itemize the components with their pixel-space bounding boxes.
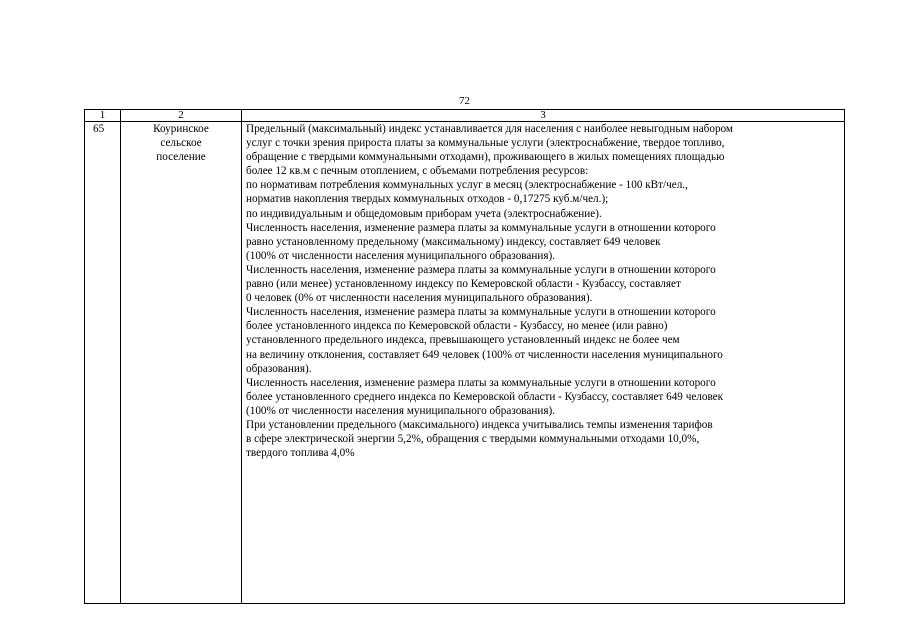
description-line: твердого топлива 4,0% (246, 447, 355, 460)
description-line: норматив накопления твердых коммунальных отходов - 0,17275 куб.м/чел.); (246, 193, 609, 206)
description-line: равно (или менее) установленному индексу по Кемеровской области - Кузбассу, составляет (246, 278, 681, 291)
description-line: Численность населения, изменение размера платы за коммунальные услуги в отношении которого (246, 263, 716, 276)
header-cell-2: 2 (121, 110, 242, 122)
description-cell (242, 122, 845, 604)
description-line: более установленного индекса по Кемеровской области - Кузбассу, но менее (или равно) (246, 320, 668, 333)
description-line: равно установленному предельному (максимальному) индексу, составляет 649 человек (246, 235, 661, 248)
settlement-name-line: поселение (156, 151, 206, 164)
data-table (84, 109, 845, 604)
table-row (85, 122, 845, 604)
description-line: услуг с точки зрения прироста платы за коммунальные услуги (электроснабжение, твердое топливо, (246, 137, 725, 150)
description-line: по индивидуальным и общедомовым приборам учета (электроснабжение). (246, 207, 602, 220)
header-cell-3: 3 (242, 110, 845, 122)
settlement-name-cell (121, 122, 242, 604)
description-line: (100% от численности населения муниципального образования). (246, 404, 556, 417)
settlement-name-line: Коуринское (153, 123, 209, 135)
description-line: более 12 кв.м с печным отоплением, с объемами потребления ресурсов: (246, 165, 589, 178)
description-line: по нормативам потребления коммунальных услуг в месяц (электроснабжение - 100 кВт/чел., (246, 179, 688, 192)
description-line: Численность населения, изменение размера платы за коммунальные услуги в отношении которого (246, 221, 716, 234)
description-line: установленного предельного индекса, превышающего установленный индекс не более чем (246, 334, 680, 347)
description-line: более установленного среднего индекса по Кемеровской области - Кузбассу, составляет 649 человек (246, 390, 724, 403)
row-number-cell: 65 (85, 122, 121, 604)
description-line: Численность населения, изменение размера платы за коммунальные услуги в отношении которого (246, 376, 716, 389)
description-line: обращение с твердыми коммунальными отходами), проживающего в жилых помещениях площадью (246, 151, 725, 164)
table-header-row (85, 110, 845, 122)
description-line: При установлении предельного (максимального) индекса учитывались темпы изменения тарифов (246, 418, 713, 431)
description-line: образования). (246, 362, 312, 375)
page-number: 72 (459, 95, 470, 107)
description-line: Предельный (максимальный) индекс устанавливается для населения с наиболее невыгодным набором (246, 123, 733, 135)
description-line: в сфере электрической энергии 5,2%, обращения с твердыми коммунальными отходами 10,0%, (246, 433, 700, 446)
description-line: 0 человек (0% от численности населения муниципального образования). (246, 292, 593, 305)
header-cell-1: 1 (85, 110, 121, 122)
description-line: на величину отклонения, составляет 649 человек (100% от численности населения муниципального (246, 348, 723, 361)
description-line: Численность населения, изменение размера платы за коммунальные услуги в отношении которого (246, 306, 716, 319)
description-line: (100% от численности населения муниципального образования). (246, 249, 556, 262)
settlement-name-line: сельское (160, 137, 202, 150)
